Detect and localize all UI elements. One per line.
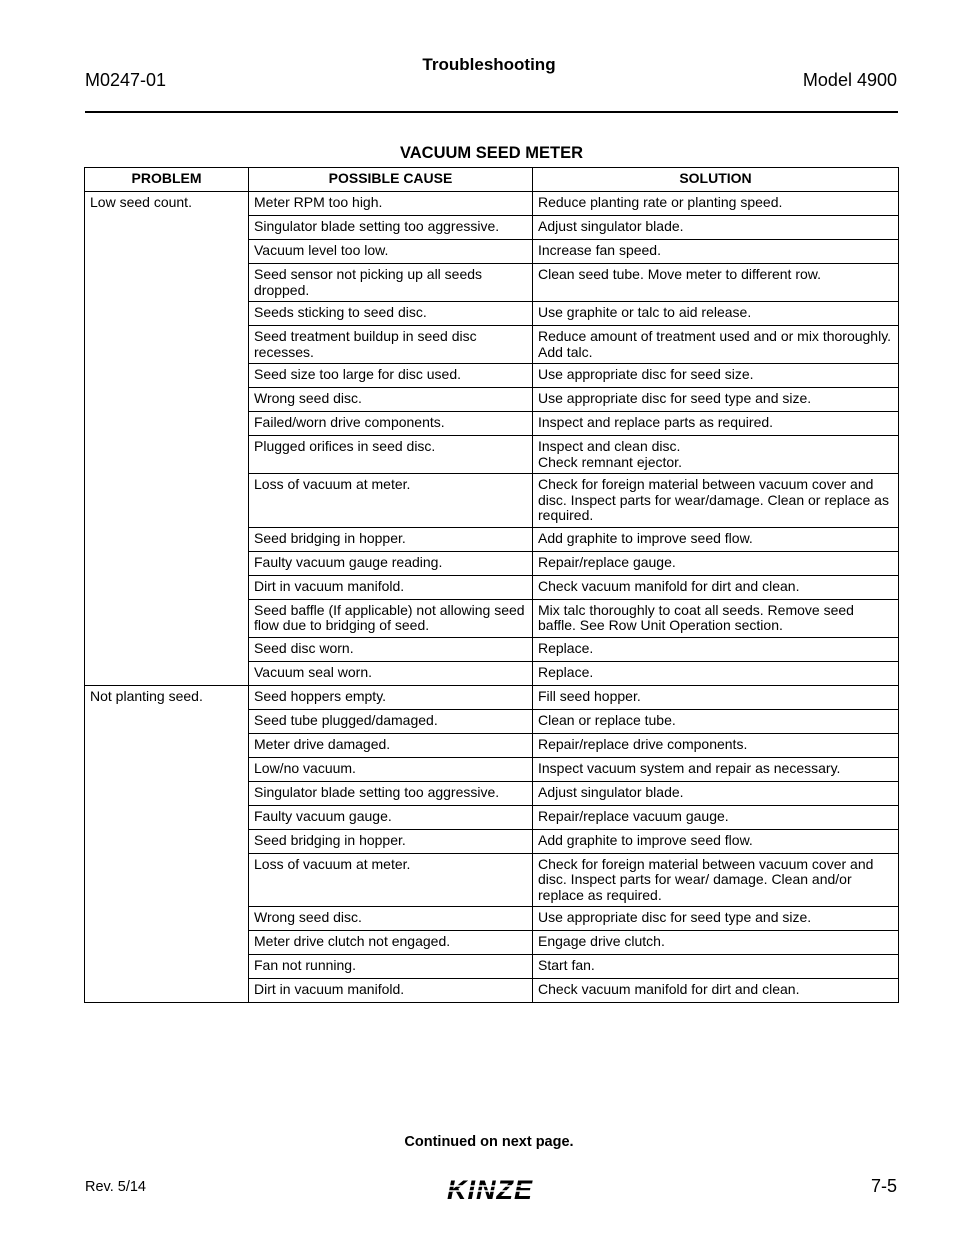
cause-cell: Meter drive clutch not engaged.: [249, 931, 533, 955]
cause-cell: Vacuum level too low.: [249, 240, 533, 264]
problem-cell: Low seed count.: [85, 192, 249, 686]
cause-cell: Dirt in vacuum manifold.: [249, 979, 533, 1003]
solution-cell: Adjust singulator blade.: [533, 781, 899, 805]
solution-cell: Use graphite or talc to aid release.: [533, 302, 899, 326]
solution-cell: Reduce planting rate or planting speed.: [533, 192, 899, 216]
cause-cell: Seed hoppers empty.: [249, 685, 533, 709]
solution-cell: Repair/replace gauge.: [533, 551, 899, 575]
solution-cell: Check vacuum manifold for dirt and clean.: [533, 979, 899, 1003]
solution-cell: Clean seed tube. Move meter to different row.: [533, 264, 899, 302]
cause-cell: Meter drive damaged.: [249, 733, 533, 757]
cause-cell: Seed baffle (If applicable) not allowing seed flow due to bridging of seed.: [249, 599, 533, 637]
problem-cell: Not planting seed.: [85, 685, 249, 1003]
table-row: [85, 192, 899, 216]
cause-cell: Seed tube plugged/damaged.: [249, 709, 533, 733]
table-title: VACUUM SEED METER: [399, 144, 584, 162]
cause-cell: Loss of vacuum at meter.: [249, 853, 533, 907]
svg-text:KINZE: KINZE: [447, 1175, 533, 1205]
page-number: 7-5: [870, 1176, 897, 1196]
solution-cell: Repair/replace drive components.: [533, 733, 899, 757]
cause-cell: Loss of vacuum at meter.: [249, 474, 533, 528]
cause-cell: Failed/worn drive components.: [249, 412, 533, 436]
cause-cell: Plugged orifices in seed disc.: [249, 436, 533, 474]
solution-cell: Adjust singulator blade.: [533, 216, 899, 240]
solution-cell: Replace.: [533, 637, 899, 661]
section-title: Troubleshooting: [422, 55, 556, 74]
solution-cell: Replace.: [533, 661, 899, 685]
column-header-solution: SOLUTION: [533, 168, 899, 192]
solution-cell: Increase fan speed.: [533, 240, 899, 264]
troubleshooting-table: [84, 167, 899, 1003]
cause-cell: Low/no vacuum.: [249, 757, 533, 781]
cause-cell: Wrong seed disc.: [249, 388, 533, 412]
cause-cell: Seed size too large for disc used.: [249, 364, 533, 388]
solution-cell: Check for foreign material between vacuum cover and disc. Inspect parts for wear/damage. Clean or replace as required.: [533, 474, 899, 528]
solution-cell: Clean or replace tube.: [533, 709, 899, 733]
solution-cell: Reduce amount of treatment used and or mix thoroughly. Add talc.: [533, 326, 899, 364]
cause-cell: Meter RPM too high.: [249, 192, 533, 216]
cause-cell: Singulator blade setting too aggressive.: [249, 781, 533, 805]
solution-cell: Inspect vacuum system and repair as necessary.: [533, 757, 899, 781]
solution-cell: Use appropriate disc for seed size.: [533, 364, 899, 388]
solution-cell: Inspect and replace parts as required.: [533, 412, 899, 436]
solution-cell: Add graphite to improve seed flow.: [533, 829, 899, 853]
table-row: [85, 685, 899, 709]
cause-cell: Seed bridging in hopper.: [249, 527, 533, 551]
cause-cell: Seeds sticking to seed disc.: [249, 302, 533, 326]
solution-cell: Inspect and clean disc. Check remnant ejector.: [533, 436, 899, 474]
solution-cell: Mix talc thoroughly to coat all seeds. Remove seed baffle. See Row Unit Operation section.: [533, 599, 899, 637]
cause-cell: Dirt in vacuum manifold.: [249, 575, 533, 599]
cause-cell: Singulator blade setting too aggressive.: [249, 216, 533, 240]
continued-note: Continued on next page.: [404, 1134, 574, 1150]
doc-number: M0247-01: [85, 70, 167, 90]
kinze-logo: [430, 1175, 550, 1205]
solution-cell: Add graphite to improve seed flow.: [533, 527, 899, 551]
solution-cell: Use appropriate disc for seed type and size.: [533, 388, 899, 412]
cause-cell: Wrong seed disc.: [249, 907, 533, 931]
cause-cell: Faulty vacuum gauge.: [249, 805, 533, 829]
model-name: Model 4900: [802, 70, 897, 90]
header-rule: [85, 111, 898, 113]
solution-cell: Start fan.: [533, 955, 899, 979]
table-header-row: [85, 168, 899, 192]
cause-cell: Seed disc worn.: [249, 637, 533, 661]
cause-cell: Vacuum seal worn.: [249, 661, 533, 685]
column-header-problem: PROBLEM: [85, 168, 249, 192]
solution-cell: Fill seed hopper.: [533, 685, 899, 709]
solution-cell: Check vacuum manifold for dirt and clean.: [533, 575, 899, 599]
column-header-cause: POSSIBLE CAUSE: [249, 168, 533, 192]
cause-cell: Fan not running.: [249, 955, 533, 979]
cause-cell: Faulty vacuum gauge reading.: [249, 551, 533, 575]
table-body: [85, 192, 899, 1003]
solution-cell: Check for foreign material between vacuum cover and disc. Inspect parts for wear/ damage. Clean and/or replace as required.: [533, 853, 899, 907]
revision-date: Rev. 5/14: [85, 1179, 146, 1195]
cause-cell: Seed bridging in hopper.: [249, 829, 533, 853]
solution-cell: Repair/replace vacuum gauge.: [533, 805, 899, 829]
cause-cell: Seed sensor not picking up all seeds dropped.: [249, 264, 533, 302]
solution-cell: Engage drive clutch.: [533, 931, 899, 955]
solution-cell: Use appropriate disc for seed type and size.: [533, 907, 899, 931]
cause-cell: Seed treatment buildup in seed disc recesses.: [249, 326, 533, 364]
